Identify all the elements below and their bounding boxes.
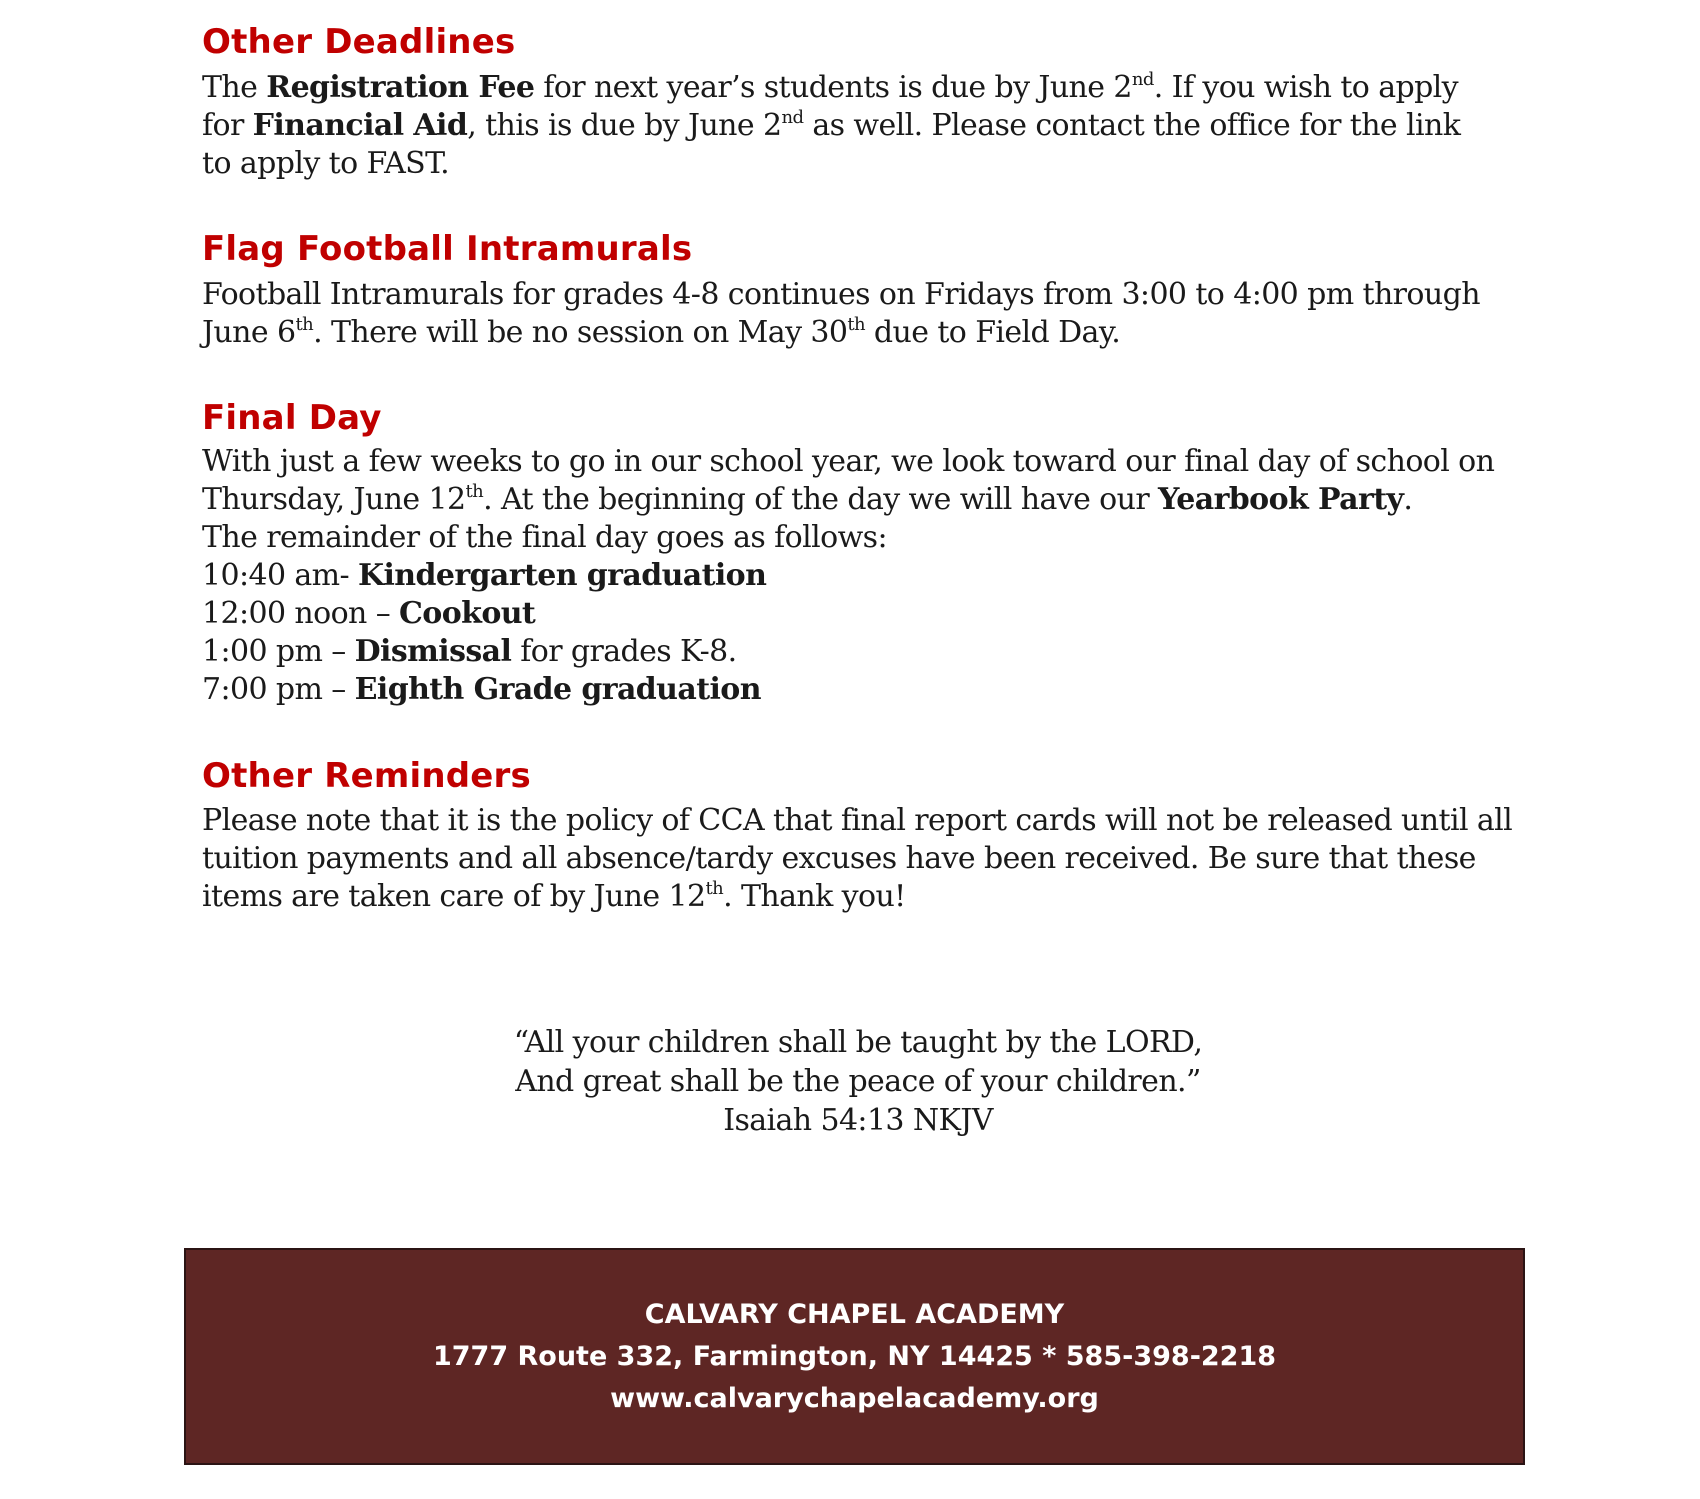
other-reminders-text bbox=[202, 802, 1512, 916]
schedule-item: 1:00 pm – Dismissal for grades K-8. bbox=[202, 634, 737, 669]
schedule-item: 7:00 pm – Eighth Grade graduation bbox=[202, 672, 761, 707]
verse-citation: Isaiah 54:13 NKJV bbox=[723, 1103, 993, 1138]
final-day-line-3: The remainder of the final day goes as follows: bbox=[202, 520, 887, 555]
yearbook-party-term: Yearbook Party bbox=[1158, 482, 1404, 517]
school-website[interactable]: www.calvarychapelacademy.org bbox=[610, 1382, 1099, 1414]
other-deadlines-text bbox=[202, 69, 1460, 183]
deadlines-line-2: for Financial Aid, this is due by June 2nd as well. Please contact the office for the link bbox=[202, 107, 1461, 143]
verse-line-2: And great shall be the peace of your children.” bbox=[515, 1064, 1201, 1099]
footer-banner bbox=[184, 1248, 1525, 1465]
schedule-item: 12:00 noon – Cookout bbox=[202, 596, 536, 631]
final-day-line-1: With just a few weeks to go in our school year, we look toward our final day of school on bbox=[202, 444, 1495, 479]
reminders-line-2: tuition payments and all absence/tardy excuses have been received. Be sure that these bbox=[202, 841, 1476, 876]
reminders-line-3: items are taken care of by June 12th. Thank you! bbox=[202, 878, 906, 914]
financial-aid-term: Financial Aid bbox=[252, 108, 468, 143]
deadlines-line-1: The Registration Fee for next year’s students is due by June 2nd. If you wish to apply bbox=[202, 69, 1459, 105]
final-day-line-2: Thursday, June 12th. At the beginning of the day we will have our Yearbook Party. bbox=[202, 481, 1413, 517]
school-name: CALVARY CHAPEL ACADEMY bbox=[644, 1298, 1065, 1330]
reminders-line-1: Please note that it is the policy of CCA that final report cards will not be released until all bbox=[202, 803, 1513, 838]
verse-line-1: “All your children shall be taught by the LORD, bbox=[513, 1025, 1203, 1060]
flag-football-line-2: June 6th. There will be no session on May 30th due to Field Day. bbox=[202, 314, 1121, 350]
flag-football-line-1: Football Intramurals for grades 4-8 continues on Fridays from 3:00 to 4:00 pm through bbox=[202, 277, 1480, 312]
school-address: 1777 Route 332, Farmington, NY 14425 * 585-398-2218 bbox=[432, 1340, 1277, 1372]
flag-football-text bbox=[202, 276, 1480, 352]
flag-football-heading: Flag Football Intramurals bbox=[202, 229, 693, 269]
other-reminders-heading: Other Reminders bbox=[202, 756, 531, 796]
schedule-item: 10:40 am- Kindergarten graduation bbox=[202, 558, 767, 593]
other-deadlines-heading: Other Deadlines bbox=[202, 22, 516, 62]
registration-fee-term: Registration Fee bbox=[266, 70, 535, 105]
final-day-text bbox=[202, 443, 1494, 709]
scripture-verse bbox=[0, 1023, 1700, 1140]
deadlines-line-3: to apply to FAST. bbox=[202, 146, 450, 181]
final-day-heading: Final Day bbox=[202, 398, 382, 438]
